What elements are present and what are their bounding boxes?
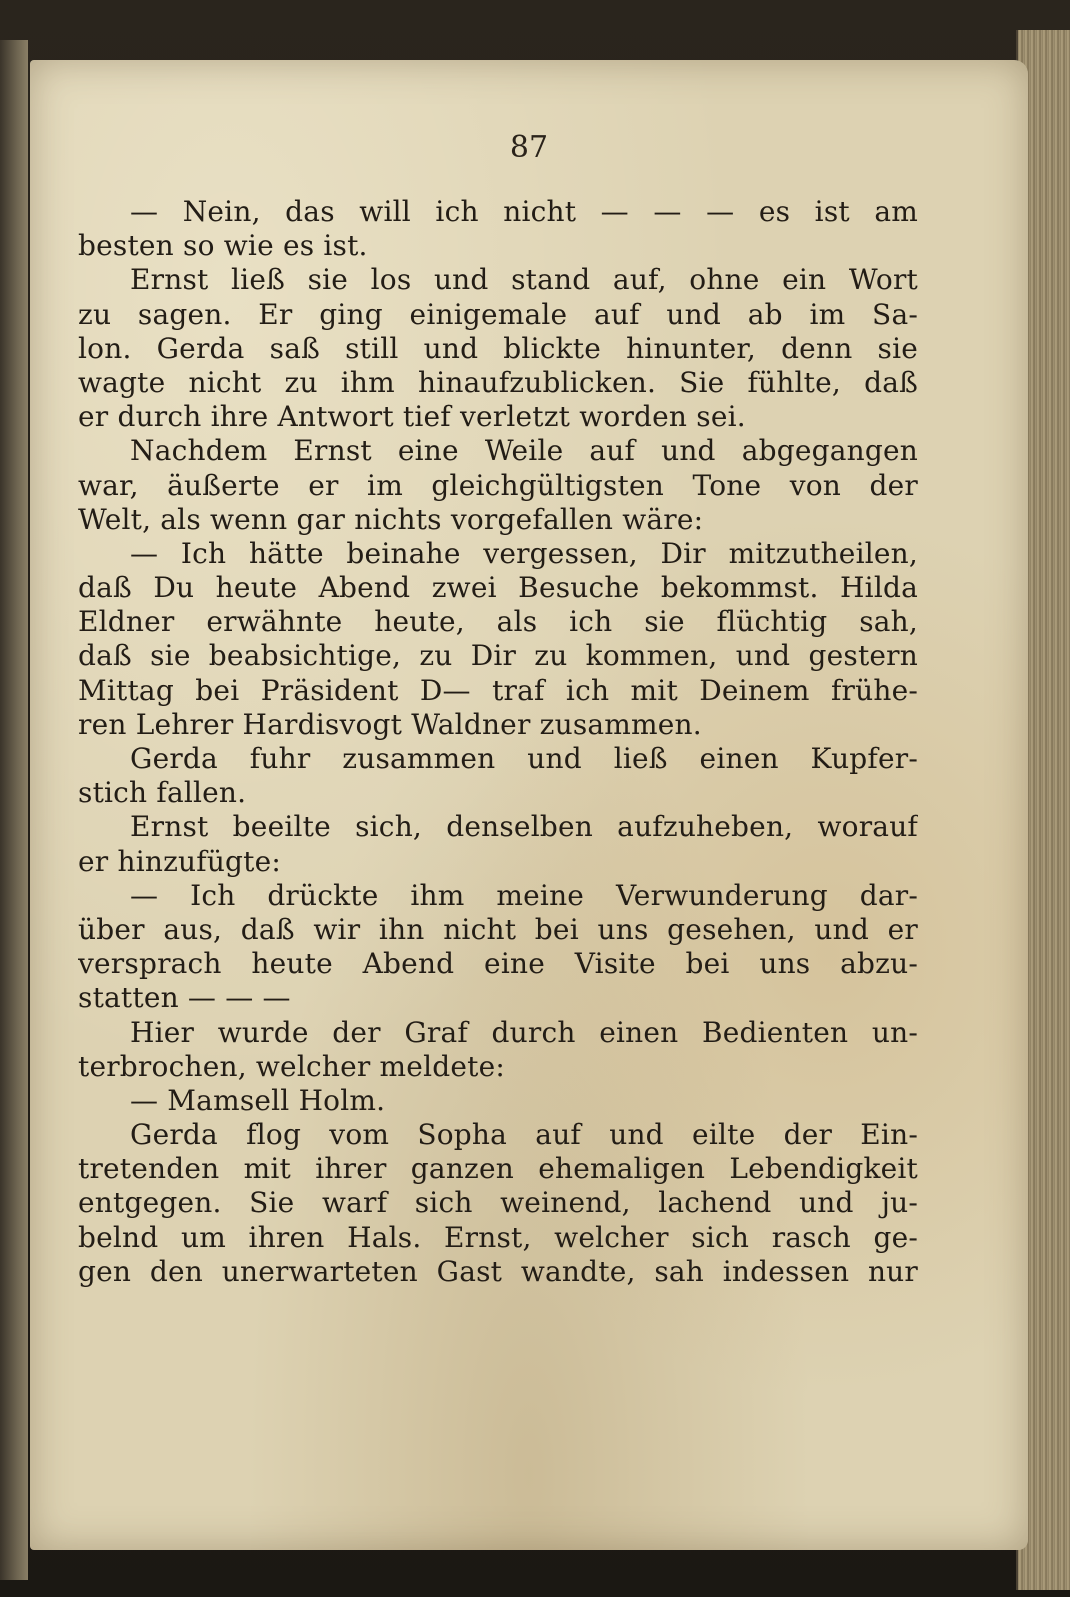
text-line: belnd um ihren Hals. Ernst, welcher sich rasch ge- [78,1220,918,1254]
text-line: Eldner erwähnte heute, als ich sie flüchtig sah, [78,605,918,639]
body-text [78,195,918,1289]
text-line: daß Du heute Abend zwei Besuche bekommst. Hilda [78,571,918,605]
text-line: — Mamsell Holm. [130,1083,386,1117]
book-page [30,60,1028,1550]
page-number: 87 [509,130,549,165]
text-line: statten — — — [78,981,291,1015]
text-line: wagte nicht zu ihm hinaufzublicken. Sie fühlte, daß [78,365,918,399]
text-line: stich fallen. [78,776,247,810]
text-line: Ernst ließ sie los und stand auf, ohne ein Wort [130,263,918,297]
text-line: entgegen. Sie warf sich weinend, lachend und ju- [78,1186,918,1220]
text-line: — Nein, das will ich nicht — — — es ist am [130,195,918,228]
text-line: Mittag bei Präsident D— traf ich mit Deinem frühe- [78,673,918,707]
text-line: Hier wurde der Graf durch einen Bedienten un- [130,1015,918,1049]
text-line: — Ich drückte ihm meine Verwunderung dar- [130,878,918,912]
text-line: zu sagen. Er ging einigemale auf und ab im Sa- [78,297,918,331]
text-line: daß sie beabsichtige, zu Dir zu kommen, und gestern [78,639,918,673]
text-line: terbrochen, welcher meldete: [78,1049,505,1083]
text-line: er durch ihre Antwort tief verletzt worden sei. [78,400,746,434]
text-line: Welt, als wenn gar nichts vorgefallen wäre: [78,502,704,536]
text-line: Nachdem Ernst eine Weile auf und abgegangen [130,434,918,468]
text-line: tretenden mit ihrer ganzen ehemaligen Lebendigkeit [78,1152,918,1186]
text-line: war, äußerte er im gleichgültigsten Tone von der [78,468,918,502]
text-line: Ernst beeilte sich, denselben aufzuheben, worauf [130,810,918,844]
text-line: besten so wie es ist. [78,229,368,263]
text-line: — Ich hätte beinahe vergessen, Dir mitzutheilen, [130,536,918,570]
text-line: ren Lehrer Hardisvogt Waldner zusammen. [78,707,702,741]
text-line: er hinzufügte: [78,844,282,878]
text-line: Gerda fuhr zusammen und ließ einen Kupfer- [130,742,918,775]
text-line: gen den unerwarteten Gast wandte, sah indessen nur [78,1254,918,1288]
book-spine-edge [0,40,28,1580]
text-line: über aus, daß wir ihn nicht bei uns gesehen, und er [78,912,918,946]
text-line: versprach heute Abend eine Visite bei uns abzu- [78,947,918,981]
text-line: Gerda flog vom Sopha auf und eilte der Ein- [130,1118,918,1152]
text-line: lon. Gerda saß still und blickte hinunter, denn sie [78,331,918,365]
